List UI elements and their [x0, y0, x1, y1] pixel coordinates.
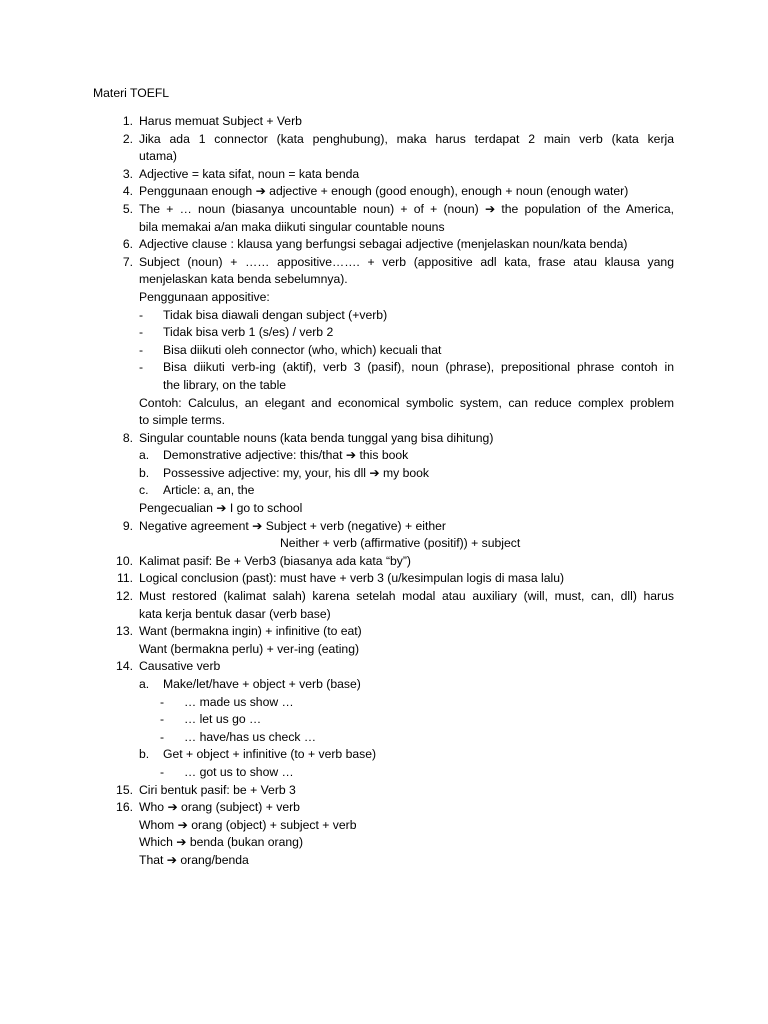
item-number: 10.: [116, 553, 133, 568]
bullet-item: [0, 307, 768, 325]
bullet-text: Tidak bisa verb 1 (s/es) / verb 2: [163, 325, 334, 340]
list-item-5-continued: [0, 219, 768, 237]
sub-item-text: Demonstrative adjective: this/that ➔ this book: [163, 448, 409, 463]
bullet-item: [0, 342, 768, 360]
list-item-5: [0, 201, 768, 219]
sub-item-text: Make/let/have + object + verb (base): [163, 677, 361, 691]
item-text: Logical conclusion (past): must have + verb 3 (u/kesimpulan logis di masa lalu): [139, 571, 565, 586]
item-number: 8.: [122, 430, 133, 445]
list-item-10: [0, 553, 768, 571]
example-line: [0, 395, 768, 413]
sub-item-b: [0, 746, 768, 764]
sub-item-text: Possessive adjective: my, your, his dll ➔ my book: [163, 465, 430, 480]
item-text: Must restored (kalimat salah) karena setelah modal atau auxiliary (will, must, can, dll) harus: [139, 589, 674, 604]
bullet-item-continued: [0, 377, 768, 395]
sub-item-text: Get + object + infinitive (to + verb base): [163, 747, 377, 762]
sub-item-a: [0, 447, 768, 465]
item-text: Kalimat pasif: Be + Verb3 (biasanya ada kata “by”): [139, 553, 411, 568]
sub-item-letter: a.: [139, 448, 150, 463]
list-item-6: [0, 236, 768, 254]
example-text: … got us to show …: [184, 764, 294, 779]
item-text: bila memakai a/an maka diikuti singular countable nouns: [139, 219, 445, 234]
dash-bullet: -: [160, 729, 165, 744]
list-item-4: [0, 183, 768, 201]
dash-bullet: -: [139, 342, 144, 357]
example-line-continued: [0, 412, 768, 430]
bullet-item: [0, 359, 768, 377]
item-text: Penggunaan enough ➔ adjective + enough (good enough), enough + noun (enough water): [139, 184, 629, 199]
item-text: Neither + verb (affirmative (positif)) + subject: [280, 536, 521, 551]
dash-bullet: -: [160, 764, 165, 779]
dash-bullet: -: [139, 325, 144, 340]
item-text: Want (bermakna ingin) + infinitive (to eat): [139, 624, 362, 639]
list-item-7: [0, 254, 768, 272]
example-bullet: [0, 729, 768, 747]
bullet-text: the library, on the table: [163, 377, 287, 392]
item-number: 13.: [116, 624, 133, 639]
appositive-usage-heading: [0, 289, 768, 307]
bullet-item: [0, 324, 768, 342]
list-item-3: [0, 166, 768, 184]
item-text: utama): [139, 149, 177, 164]
item-number: 4.: [122, 184, 133, 199]
list-item-16: [0, 799, 768, 817]
item-number: 5.: [122, 201, 133, 216]
list-item-2: [0, 131, 768, 149]
list-item-11: [0, 570, 768, 588]
example-bullet: [0, 764, 768, 782]
item-number: 14.: [116, 659, 133, 674]
example-text: … made us show …: [184, 694, 294, 709]
example-text: Contoh: Calculus, an elegant and economical symbolic system, can reduce complex problem: [139, 395, 674, 410]
list-item-16-continued: [0, 852, 768, 870]
list-item-16-continued: [0, 834, 768, 852]
list-item-7-continued: [0, 271, 768, 289]
exception-line: [0, 500, 768, 518]
list-item-8: [0, 430, 768, 448]
sub-item-c: [0, 482, 768, 500]
example-text: to simple terms.: [139, 413, 226, 428]
item-text: kata kerja bentuk dasar (verb base): [139, 606, 331, 621]
item-text: Penggunaan appositive:: [139, 289, 270, 304]
item-text: That ➔ orang/benda: [139, 852, 249, 867]
item-number: 7.: [122, 254, 133, 269]
list-item-16-continued: [0, 817, 768, 835]
exception-text: Pengecualian ➔ I go to school: [139, 501, 303, 516]
dash-bullet: -: [139, 360, 144, 375]
item-text: Causative verb: [139, 659, 221, 674]
item-text: Ciri bentuk pasif: be + Verb 3: [139, 782, 296, 797]
list-item-9-continued: [0, 535, 768, 553]
item-text: Negative agreement ➔ Subject + verb (negative) + either: [139, 518, 446, 533]
item-number: 2.: [122, 131, 133, 146]
sub-item-b: [0, 465, 768, 483]
example-bullet: [0, 694, 768, 712]
item-text: Subject (noun) + …… appositive……. + verb (appositive adl kata, frase atau klausa yang: [139, 254, 674, 269]
item-number: 15.: [116, 782, 133, 797]
item-text: Singular countable nouns (kata benda tunggal yang bisa dihitung): [139, 430, 494, 445]
item-text: Adjective clause : klausa yang berfungsi sebagai adjective (menjelaskan noun/kata benda): [139, 237, 628, 252]
sub-item-letter: b.: [139, 747, 150, 762]
bullet-text: Bisa diikuti verb-ing (aktif), verb 3 (pasif), noun (phrase), prepositional phrase contoh in: [163, 360, 674, 375]
example-text: … let us go …: [184, 712, 262, 727]
example-bullet: [0, 711, 768, 729]
item-number: 9.: [122, 518, 133, 533]
item-text: Adjective = kata sifat, noun = kata benda: [139, 166, 360, 181]
dash-bullet: -: [160, 712, 165, 727]
item-number: 11.: [116, 571, 133, 586]
item-text: Which ➔ benda (bukan orang): [139, 835, 304, 850]
item-text: The + … noun (biasanya uncountable noun) + of + (noun) ➔ the population of the America,: [139, 201, 674, 216]
example-text: … have/has us check …: [184, 729, 317, 744]
sub-item-letter: c.: [139, 483, 149, 498]
sub-item-letter: b.: [139, 465, 150, 480]
sub-item-letter: a.: [139, 677, 150, 691]
bullet-text: Bisa diikuti oleh connector (who, which) kecuali that: [163, 342, 442, 357]
item-number: 12.: [116, 589, 133, 604]
sub-item-a: [0, 676, 768, 694]
list-item-15: [0, 782, 768, 800]
numbered-list: [0, 113, 768, 870]
item-number: 3.: [122, 166, 133, 181]
item-number: 1.: [122, 114, 133, 128]
document-title: Materi TOEFL: [93, 86, 170, 100]
list-item-12: [0, 588, 768, 606]
item-text: Harus memuat Subject + Verb: [139, 114, 302, 128]
item-number: 16.: [116, 800, 133, 815]
item-text: Jika ada 1 connector (kata penghubung), maka harus terdapat 2 main verb (kata kerja: [139, 131, 674, 146]
list-item-13-continued: [0, 641, 768, 659]
list-item-12-continued: [0, 606, 768, 624]
item-text: menjelaskan kata benda sebelumnya).: [139, 272, 348, 287]
list-item-2-continued: [0, 148, 768, 166]
list-item-1: [0, 113, 768, 131]
dash-bullet: -: [139, 307, 144, 322]
item-number: 6.: [122, 237, 133, 252]
item-text: Whom ➔ orang (object) + subject + verb: [139, 817, 357, 832]
sub-item-text: Article: a, an, the: [163, 483, 255, 498]
item-text: Want (bermakna perlu) + ver-ing (eating): [139, 641, 360, 656]
dash-bullet: -: [160, 694, 165, 709]
list-item-13: [0, 623, 768, 641]
list-item-9: [0, 518, 768, 536]
list-item-14: [0, 658, 768, 676]
bullet-text: Tidak bisa diawali dengan subject (+verb): [163, 307, 388, 322]
item-text: Who ➔ orang (subject) + verb: [139, 800, 300, 815]
